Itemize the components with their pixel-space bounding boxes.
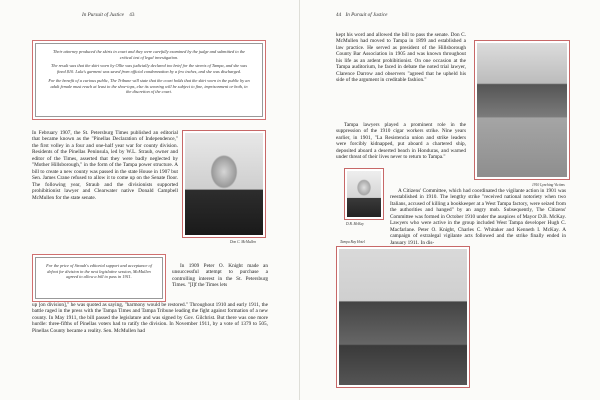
- right-page: [300, 0, 600, 400]
- body-text-knight-end: [32, 302, 268, 334]
- callout-top-paragraph-1: Their attorney produced the skirts in court and they were carefully examined by the judge and submitted to the critical test of legal investigation.: [52, 49, 246, 60]
- quote-callout-top: [32, 40, 266, 120]
- mcmullen-portrait-image: [185, 133, 263, 235]
- caption-tampa-bay-hotel: Tampa Bay Hotel: [340, 240, 366, 244]
- body-text-division: [32, 130, 178, 201]
- paragraph-mcmullen-career: kept his word and allowed the bill to pass the senate. Don C. McMullen had moved to Tampa in 1899 and established a law practice. He served as president of the Hillsborough County Bar Association in 1905 and was known throughout his life as an ardent prohibitionist. On one occasion at the Tampa auditorium, he faced in debate the noted trial lawyer, Clarence Darrow and observers "agreed that he upheld his side of the argument in creditable fashion.": [336, 32, 466, 84]
- left-page-number: 43: [129, 12, 135, 18]
- paragraph-cigar-strike: Tampa lawyers played a prominent role in the suppression of the 1910 cigar workers strike. Nine years earlier, in 1901, "La Resistencia union and strike leaders were forcibly kidnapped, put aboard a chartered ship, deposited aboard a deserted beach in Honduras, and warned under threat of their lives never to return to Tampa.": [336, 122, 466, 161]
- body-text-mcmullen: [336, 32, 466, 84]
- body-text-knight-start: [172, 263, 268, 289]
- paragraph-pinellas-declaration: In February 1907, the St. Petersburg Times published an editorial that became known as the "Pinellas Declaration of Independence," the first volley in a four and one-half year war for county division. Residents of the Pinellas Peninsula, led by W.L. Straub, owner and editor of the Times, asserted that they were badly neglected by "Mother Hillsborough," in the form of the Tampa power structure. A bill to create a new county was passed in the state House in 1907 but Sen. James Crane refused to allow it to come up on the Senate floor. The following year, Straub and the divisionists supported prohibitionist lawyer and Clearwater native Donald Campbell McMullen for the state senate.: [32, 130, 178, 201]
- paragraph-county-vote: up [on division]," he was quoted as saying, "harmony would be restored." Throughout 1910 and early 1911, the battle raged in the press with the Tampa Times and Tampa Tribune leading the fight against formation of a new county. In May 1911, the bill passed the legislature and was signed by Gov. Gilchrist. But there was one more hurdle: three-fifths of Pinellas voters had to ratify the division. In November 1911, by a vote of 1379 to 505, Pinellas County became a reality. Sen. McMullen had: [32, 302, 268, 334]
- right-page-number: 44: [336, 12, 342, 18]
- body-text-strike: [336, 122, 466, 161]
- paragraph-knight-start: In 1909 Peter O. Knight made an unsuccessful attempt to purchase a controlling interest in the St. Petersburg Times. "[I]f the Times lets: [172, 263, 268, 289]
- right-header-title: In Pursuit of Justice: [345, 12, 388, 18]
- caption-mckay: D.B. McKay: [346, 222, 364, 226]
- caption-lynching-victims: 1910 Lynching Victims: [532, 183, 565, 187]
- quote-callout-mid: [32, 254, 166, 302]
- portrait-photo-mckay: [344, 168, 384, 220]
- portrait-caption-mcmullen: Don C. McMullen: [230, 240, 257, 244]
- callout-top-paragraph-2: The result was that the skirt worn by Ollie was judicially declared too brief for the streets of Tampa, and she was fined $10. Lula's garment was saved from official condemnation by a few inches, and she was discharged.: [50, 63, 248, 75]
- callout-mid-text: For the price of Straub's editorial support and acceptance of defeat for division in the next legislative session, McMullen agreed to allow a bill to pass in 1911.: [46, 263, 152, 280]
- right-running-header: [336, 12, 536, 22]
- photo-lynching-victims: [474, 40, 570, 180]
- lynching-victims-image: [477, 43, 567, 177]
- paragraph-citizens-committee: A Citizens' Committee, which had coordinated the vigilante action in 1901 was reestablished in 1910. The lengthy strike "received national notoriety when two Italians, accused of killing a bookkeeper at a West Tampa factory, were seized from the authorities and hanged" by an angry mob. Subsequently, The Citizens' Committee was formed in October 1910 under the auspices of Mayor D.B. McKay. Lawyers who were active in the group included West Tampa developer Hugh C. Macfarlane. Peter O. Knight, Charles C. Whitaker and Kenneth I. McKay. A campaign of extralegal vigilante acts followed and the strike finally ended in January 1911. In dis-: [390, 188, 566, 246]
- left-header-title: In Pursuit of Justice: [82, 12, 124, 18]
- body-text-citizens-committee: [390, 188, 566, 246]
- mckay-portrait-image: [347, 171, 381, 217]
- callout-top-paragraph-3: For the benefit of a curious public, The Tribune will state that the court holds that the skirt worn in the public by an adult female must reach at least to the shoe-tops, else its wearing will be subject to fine, imprisonment or both, in the discretion of the court.: [48, 77, 250, 95]
- photo-tampa-bay-hotel: [336, 246, 470, 388]
- left-running-header: [82, 12, 282, 22]
- portrait-photo-mcmullen: [182, 130, 266, 238]
- tampa-bay-hotel-image: [339, 249, 467, 385]
